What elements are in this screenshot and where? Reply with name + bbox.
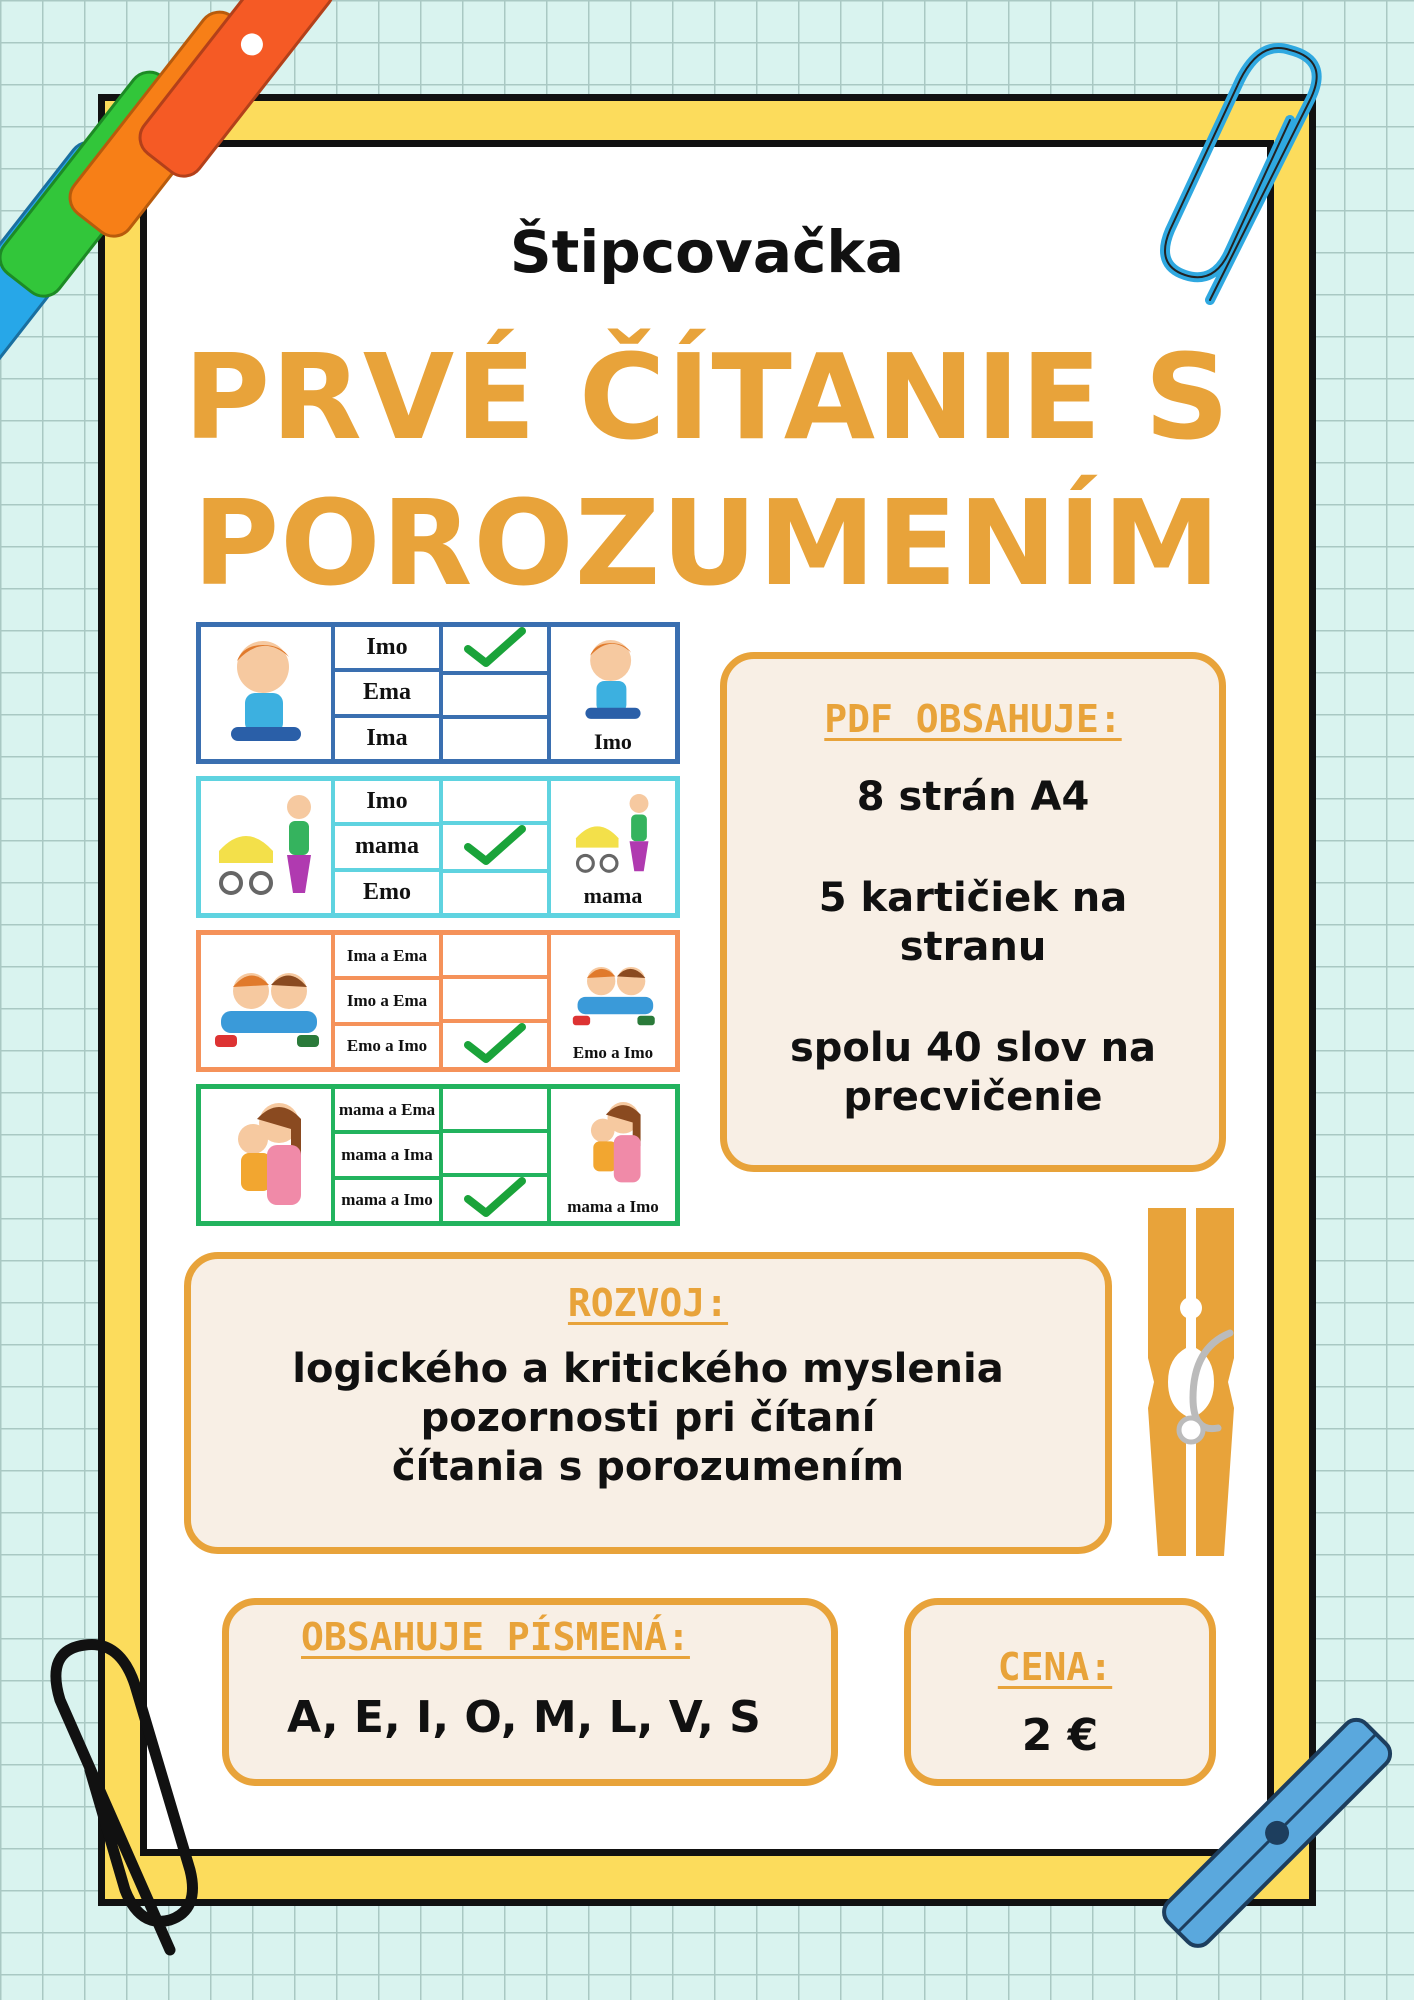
word-option: Emo	[363, 878, 411, 905]
check-cell	[443, 873, 547, 913]
answer-cell	[551, 627, 675, 759]
answer-label: Emo a Imo	[572, 1043, 654, 1062]
mother-hugging-child-icon	[201, 1089, 335, 1221]
word-option: mama a Ema	[335, 1089, 439, 1134]
check-cell	[443, 675, 547, 719]
main-title-line-2: POROZUMENÍM	[192, 474, 1222, 612]
answer-label: mama a Imo	[567, 1197, 659, 1216]
children-lying-icon	[559, 937, 667, 1041]
letters-list: A, E, I, O, M, L, V, S	[287, 1692, 761, 1743]
word-option: mama a Imo	[341, 1190, 433, 1210]
word-options	[335, 935, 443, 1067]
boy-icon	[201, 627, 335, 759]
letters-box	[222, 1598, 838, 1786]
word-option: mama a Ima	[335, 1134, 439, 1179]
pdf-pages-text: 8 strán A4	[856, 774, 1090, 820]
checkmark-icon	[464, 1177, 526, 1221]
answer-label: mama	[583, 883, 643, 908]
letters-heading: OBSAHUJE PÍSMENÁ:	[301, 1615, 690, 1659]
check-cell	[443, 1133, 547, 1177]
check-cell	[443, 979, 547, 1023]
word-option: Emo a Imo	[346, 1036, 428, 1056]
development-line-1: logického a kritického myslenia	[292, 1346, 1004, 1392]
word-option: Imo	[335, 627, 439, 672]
word-card	[196, 1084, 680, 1226]
word-card	[196, 776, 680, 918]
price-box	[904, 1598, 1216, 1786]
check-cell	[443, 719, 547, 759]
checkmark-icon	[464, 1023, 526, 1067]
check-cell	[443, 627, 547, 675]
checkmark-icon	[464, 627, 526, 671]
pdf-cards-per-page-line-1: 5 kartičiek na	[818, 875, 1128, 921]
word-option: Imo a Ema	[335, 980, 439, 1025]
subtitle: Štipcovačka	[509, 218, 905, 286]
check-cell	[443, 781, 547, 825]
check-cell	[443, 1177, 547, 1221]
check-cell	[443, 1089, 547, 1133]
development-box	[184, 1252, 1112, 1554]
word-option: mama	[335, 826, 439, 871]
check-cell	[443, 825, 547, 873]
word-options	[335, 781, 443, 913]
word-option: Imo	[335, 781, 439, 826]
answer-label: Imo	[594, 729, 632, 754]
mother-hugging-child-icon	[559, 1091, 667, 1195]
children-lying-icon	[201, 935, 335, 1067]
pdf-contents-box	[720, 652, 1226, 1172]
mother-with-pram-icon	[201, 781, 335, 913]
development-line-3: čítania s porozumením	[391, 1444, 905, 1490]
price-heading: CENA:	[997, 1645, 1113, 1689]
word-options	[335, 627, 443, 759]
mother-with-pram-icon	[559, 783, 667, 887]
check-cell	[443, 1023, 547, 1067]
word-option: Ema	[335, 672, 439, 717]
paperclip-black-icon	[20, 1630, 220, 1960]
word-card	[196, 930, 680, 1072]
price-value: 2 €	[1021, 1710, 1099, 1761]
word-option: Ima a Ema	[335, 935, 439, 980]
word-option: Ima	[366, 724, 408, 751]
main-title-line-1: PRVÉ ČÍTANIE S	[183, 328, 1231, 466]
check-column	[443, 1089, 551, 1221]
check-column	[443, 781, 551, 913]
development-line-2: pozornosti pri čítaní	[420, 1395, 876, 1441]
pdf-contents-heading: PDF OBSAHUJE:	[824, 697, 1122, 741]
development-heading: ROZVOJ:	[567, 1281, 729, 1325]
clothespin-orange-icon	[1138, 1208, 1244, 1556]
answer-cell	[551, 1089, 675, 1221]
check-column	[443, 627, 551, 759]
word-cards-preview	[196, 622, 680, 1238]
word-card	[196, 622, 680, 764]
boy-icon	[559, 629, 667, 733]
pdf-cards-per-page-line-2: stranu	[899, 924, 1047, 970]
answer-cell	[551, 781, 675, 913]
checkmark-icon	[464, 825, 526, 869]
pdf-words-total-line-1: spolu 40 slov na	[789, 1025, 1157, 1071]
check-column	[443, 935, 551, 1067]
pdf-words-total-line-2: precvičenie	[843, 1074, 1103, 1120]
word-options	[335, 1089, 443, 1221]
answer-cell	[551, 935, 675, 1067]
check-cell	[443, 935, 547, 979]
